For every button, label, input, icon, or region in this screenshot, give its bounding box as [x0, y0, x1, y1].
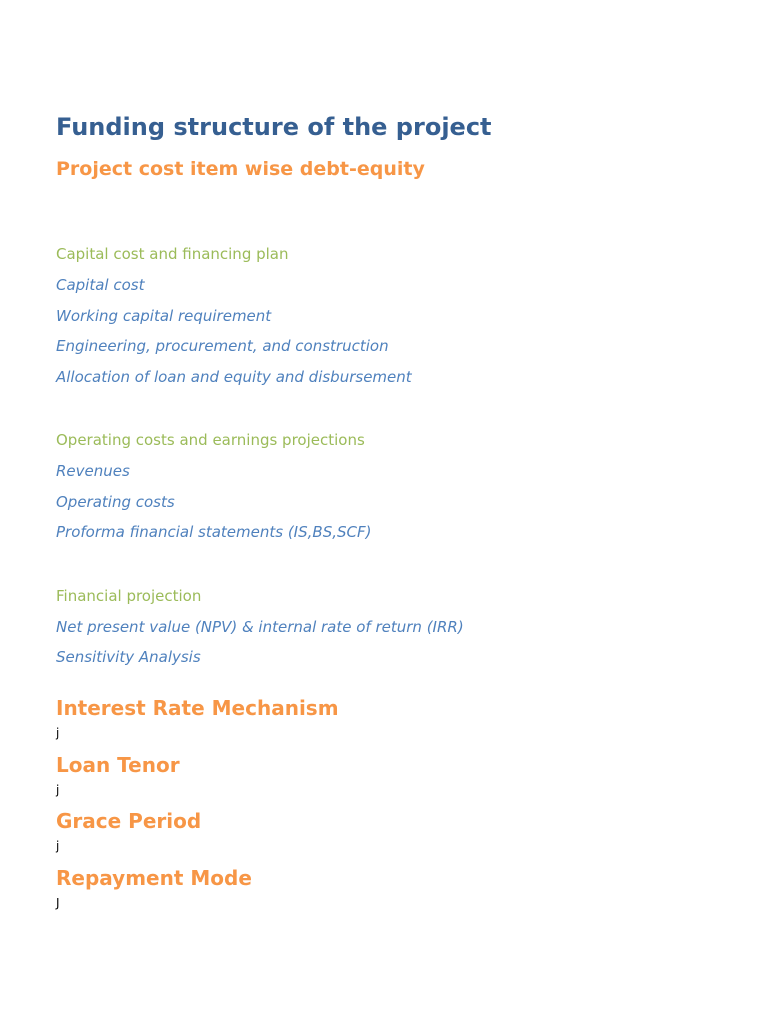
- list-item: Engineering, procurement, and construction: [56, 337, 389, 355]
- subsection-text: j: [56, 726, 60, 740]
- subsection-heading-repayment-mode: Repayment Mode: [56, 866, 252, 890]
- list-item: Proforma financial statements (IS,BS,SCF): [56, 523, 372, 541]
- document-title: Funding structure of the project: [56, 113, 492, 141]
- list-item: Revenues: [56, 462, 130, 480]
- subsection-heading-interest-rate: Interest Rate Mechanism: [56, 696, 339, 720]
- list-item: Working capital requirement: [56, 307, 272, 325]
- subsection-text: j: [56, 839, 60, 853]
- list-item: Sensitivity Analysis: [56, 648, 201, 666]
- section-heading-capital-cost: Capital cost and financing plan: [56, 245, 289, 263]
- subsection-heading-grace-period: Grace Period: [56, 809, 202, 833]
- list-item: Allocation of loan and equity and disbursement: [56, 368, 412, 386]
- section-heading-operating-costs: Operating costs and earnings projections: [56, 431, 365, 449]
- section-heading-financial-projection: Financial projection: [56, 587, 202, 605]
- list-item: Operating costs: [56, 493, 175, 511]
- list-item: Net present value (NPV) & internal rate of return (IRR): [56, 618, 464, 636]
- list-item: Capital cost: [56, 276, 145, 294]
- subsection-heading-loan-tenor: Loan Tenor: [56, 753, 180, 777]
- document-subtitle: Project cost item wise debt-equity: [56, 158, 425, 180]
- subsection-text: J: [56, 896, 60, 910]
- subsection-text: j: [56, 783, 60, 797]
